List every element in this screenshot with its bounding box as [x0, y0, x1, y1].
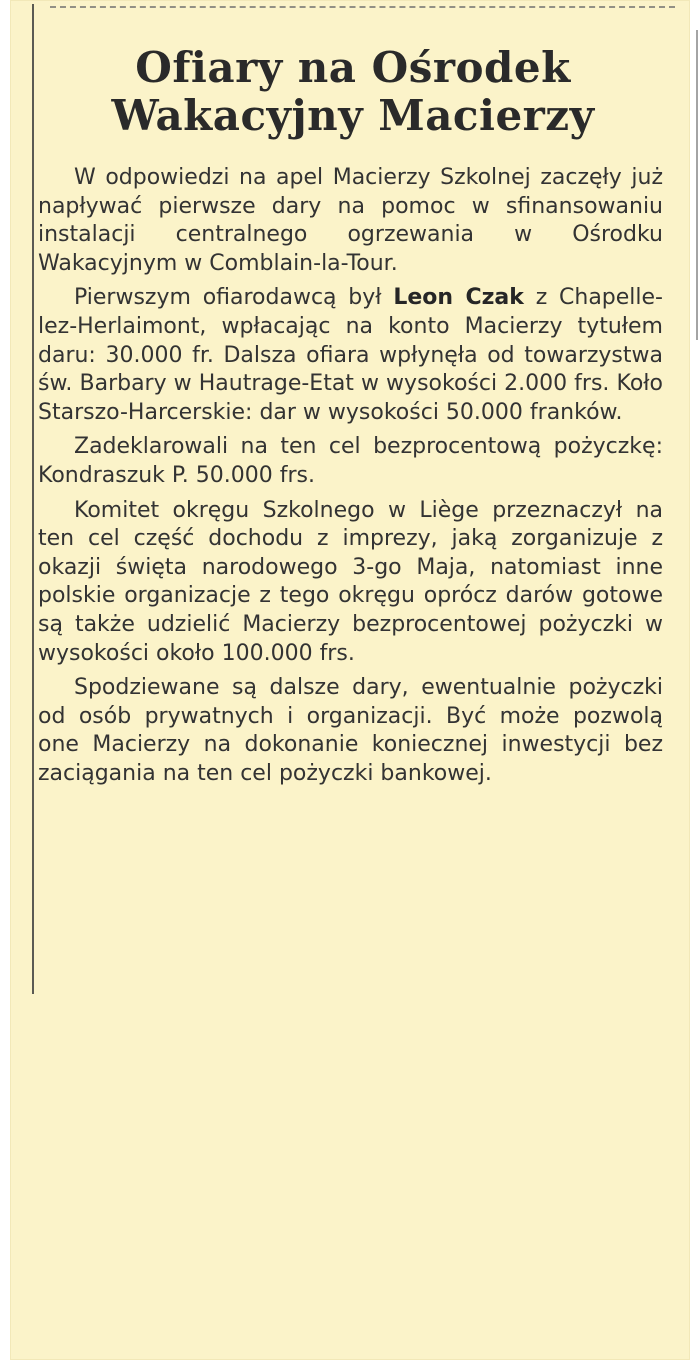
paragraph-4: Komitet okręgu Szkolnego w Liège przeznaczył na ten cel część dochodu z imprezy, jaką zorganizuje z okazji święta narodowego 3-go Maja, natomiast inne polskie organizacje z tego okręgu oprócz darów gotowe są także udzielić Macierzy bezprocentowej pożyczki w wysokości około 100.000 frs. — [38, 497, 663, 666]
paragraph-2-start: Pierwszym ofiarodawcą był — [74, 285, 394, 311]
top-dashed-rule — [50, 6, 675, 8]
left-column-rule — [32, 4, 34, 994]
paragraph-5: Spodziewane są dalsze dary, ewentualnie pożyczki od osób prywatnych i organizacji. Być może pozwolą one Macierzy na dokonanie koniecznej inwestycji bez zaciągania na ten cel pożyczki bankowej. — [38, 675, 663, 786]
paragraph-3: Zadeklarowali na ten cel bezprocentową pożyczkę: Kondraszuk P. 50.000 frs. — [38, 434, 663, 488]
paragraph-2 — [38, 284, 663, 427]
headline-line-2: Wakacyjny Macierzy — [111, 91, 595, 140]
paragraph-2-rest: z Chapelle-lez-Herlaimont, wpłacając na konto Macierzy tytułem daru: 30.000 fr. Dalsza ofiara wpłynęła od towarzystwa św. Barbary w Hautrage-Etat w wysokości 2.000 frs. Koło Starszo-Harcerskie: dar w wysokości 50.000 franków. — [38, 285, 663, 425]
donor-name: Leon Czak — [393, 285, 524, 311]
article-headline — [28, 44, 678, 140]
right-column-rule — [696, 30, 698, 340]
article-body — [38, 164, 663, 788]
paragraph-1: W odpowiedzi na apel Macierzy Szkolnej zaczęły już napływać pierwsze dary na pomoc w sfinansowaniu instalacji centralnego ogrzewania w Ośrodku Wakacyjnym w Comblain-la-Tour. — [38, 165, 663, 276]
headline-line-1: Ofiary na Ośrodek — [135, 43, 571, 92]
